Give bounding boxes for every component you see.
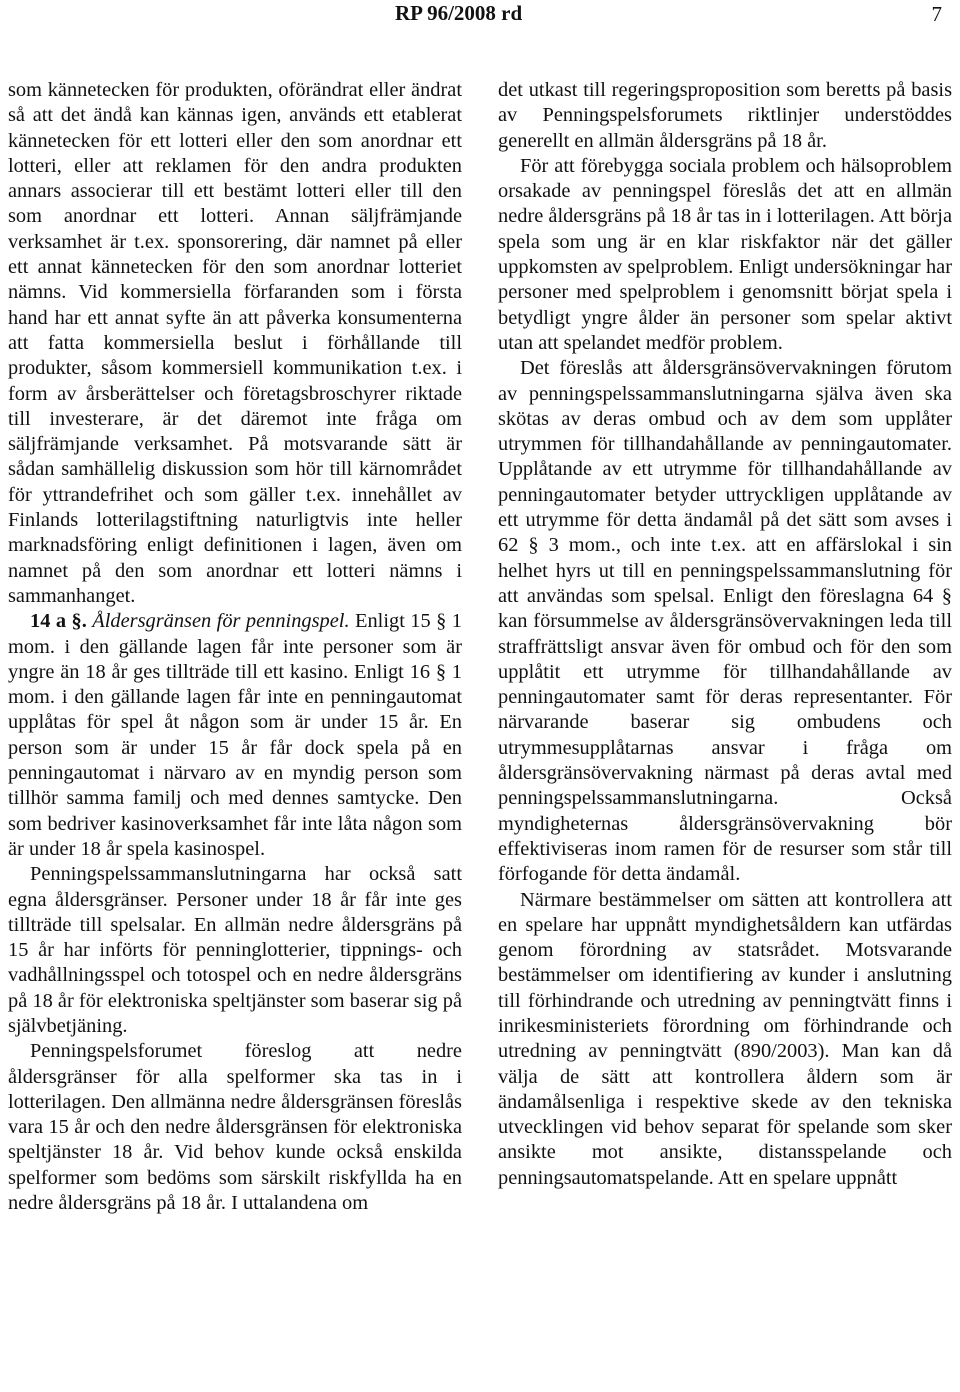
section-number: 14 a §. [30,610,87,633]
paragraph: det utkast till regeringsproposition som beretts på basis av Penningspelsforumets riktlinjer understöddes generellt en allmän åldersgräns på 18 år. [498,79,952,152]
paragraph: Penningspelssammanslutningarna har också satt egna åldersgränser. Personer under 18 år får inte ges tillträde till spelsalar. En allmän nedre åldersgräns på 15 år har införts för penninglotterier, tippnings- och vadhållningsspel och totospel och en nedre åldersgräns på 18 år för elektroniska speltjänster som baserar sig på självbetjäning. [8,863,462,1037]
page-header [0,0,960,28]
paragraph: För att förebygga sociala problem och hälsoproblem orsakade av penningspel föreslås det att en allmän nedre åldersgräns på 18 år tas in i lotterilagen. Att börja spela som ung är en klar riskfaktor när det gäller uppkomsten av spelproblem. Enligt undersökningar har personer med spelproblem i genomsnitt börjat spela i betydligt yngre ålder än personer som spelar aktivt utan att spelandet medför problem. [498,154,952,354]
page-number: 7 [931,2,942,26]
section-title: Åldersgränsen för penningspel. [92,610,350,633]
section-paragraph [8,609,462,862]
section-text: Enligt 15 § 1 mom. i den gällande lagen får inte personer som är yngre än 18 år ges tillträde till ett kasino. Enligt 16 § 1 mom. i den gällande lagen får inte en penningautomat upplåtas för spel åt någon som är under 15 år. En person som är under 15 år får dock spela på en penningautomat i närvaro av en myndig person som tillhör samma familj och med dennes samtycke. Den som bedriver kasinoverksamhet får inte låta någon som är under 18 år spela kasinospel. [8,610,462,860]
left-column [8,78,462,1216]
paragraph: Närmare bestämmelser om sätten att kontrollera att en spelare har uppnått myndighetsåldern kan utfärdas genom förordning av statsrådet. Motsvarande bestämmelser om identifiering av kunder i anslutning till förhindrande och utredning av penningtvätt finns i inrikesministeriets förordning om förhindrande och utredning av penningtvätt (890/2003). Man kan då välja de sätt att kontrollera åldern som är ändamålsenliga i respektive skede av den tekniska utvecklingen vid behov separat för spelande som sker ansikte mot ansikte, distansspelande och penningsautomatspelande. Att en spelare uppnått [498,888,952,1189]
right-column [498,78,952,1191]
paragraph: Det föreslås att åldersgränsövervakningen förutom av penningspelssammanslutningarna själva även ska skötas av deras ombud och av dem som upplåter utrymmen för tillhandahållande av penningautomater. Upplåtande av ett utrymme för tillhandahållande av penningautomater betyder uttryckligen upplåtande av ett utrymme för detta ändamål på det sätt som avses i 62 § 3 mom., och inte t.ex. att en affärslokal i sin helhet hyrs ut till en penningspelssammanslutning för att användas som spelsal. Enligt den föreslagna 64 § kan försummelse av åldersgränsövervakningen leda till straffrättsligt ansvar även för ombud och för den som upplåtit ett utrymme för tillhandahållande av penningautomater samt för deras representanter. För närvarande baserar sig ombudens och utrymmesupplåtarnas ansvar i fråga om åldersgränsövervakning närmast på deras avtal med penningspelssammanslutningarna. Också myndigheternas åldersgränsövervakning bör effektiviseras inom ramen för de resurser som står till förfogande för detta ändamål. [498,357,952,886]
paragraph: som kännetecken för produkten, oförändrat eller ändrat så att det ändå kan kännas igen, används ett etablerat kännetecken för ett lotteri eller den som anordnar ett lotteri, eller att reklamen för den andra produkten annars associerar till ett bestämt lotteri eller till den som anordnar ett lotteri. Annan säljfrämjande verksamhet är t.ex. sponsorering, där namnet på eller ett annat kännetecken för den som anordnar lotteriet nämns. Vid kommersiella förfaranden som i första hand har ett annat syfte än att påverka konsumenterna att fatta kommersiella beslut i förhållande till produkter, såsom kommersiell kommunikation t.ex. i form av årsberättelser och företagsbroschyrer riktade till investerare, är det däremot inte fråga om säljfrämjande verksamhet. På motsvarande sätt är sådan samhällelig diskussion som hör till kärnområdet för yttrandefrihet och som gäller t.ex. innehållet av Finlands lotterilagstiftning naturligtvis inte heller marknadsföring enligt definitionen i lagen, även om namnet på den som anordnar ett lotteri nämns i sammanhanget. [8,79,462,607]
paragraph: Penningspelsforumet föreslog att nedre åldersgränser för alla spelformer ska tas in i lotterilagen. Den allmänna nedre åldersgränsen föreslås vara 15 år och den nedre åldersgränsen för elektroniska speltjänster 18 år. Vid behov kunde också enskilda spelformer som bedöms som särskilt riskfyllda ha en nedre åldersgräns på 18 år. I uttalandena om [8,1040,462,1215]
document-reference: RP 96/2008 rd [395,1,523,25]
